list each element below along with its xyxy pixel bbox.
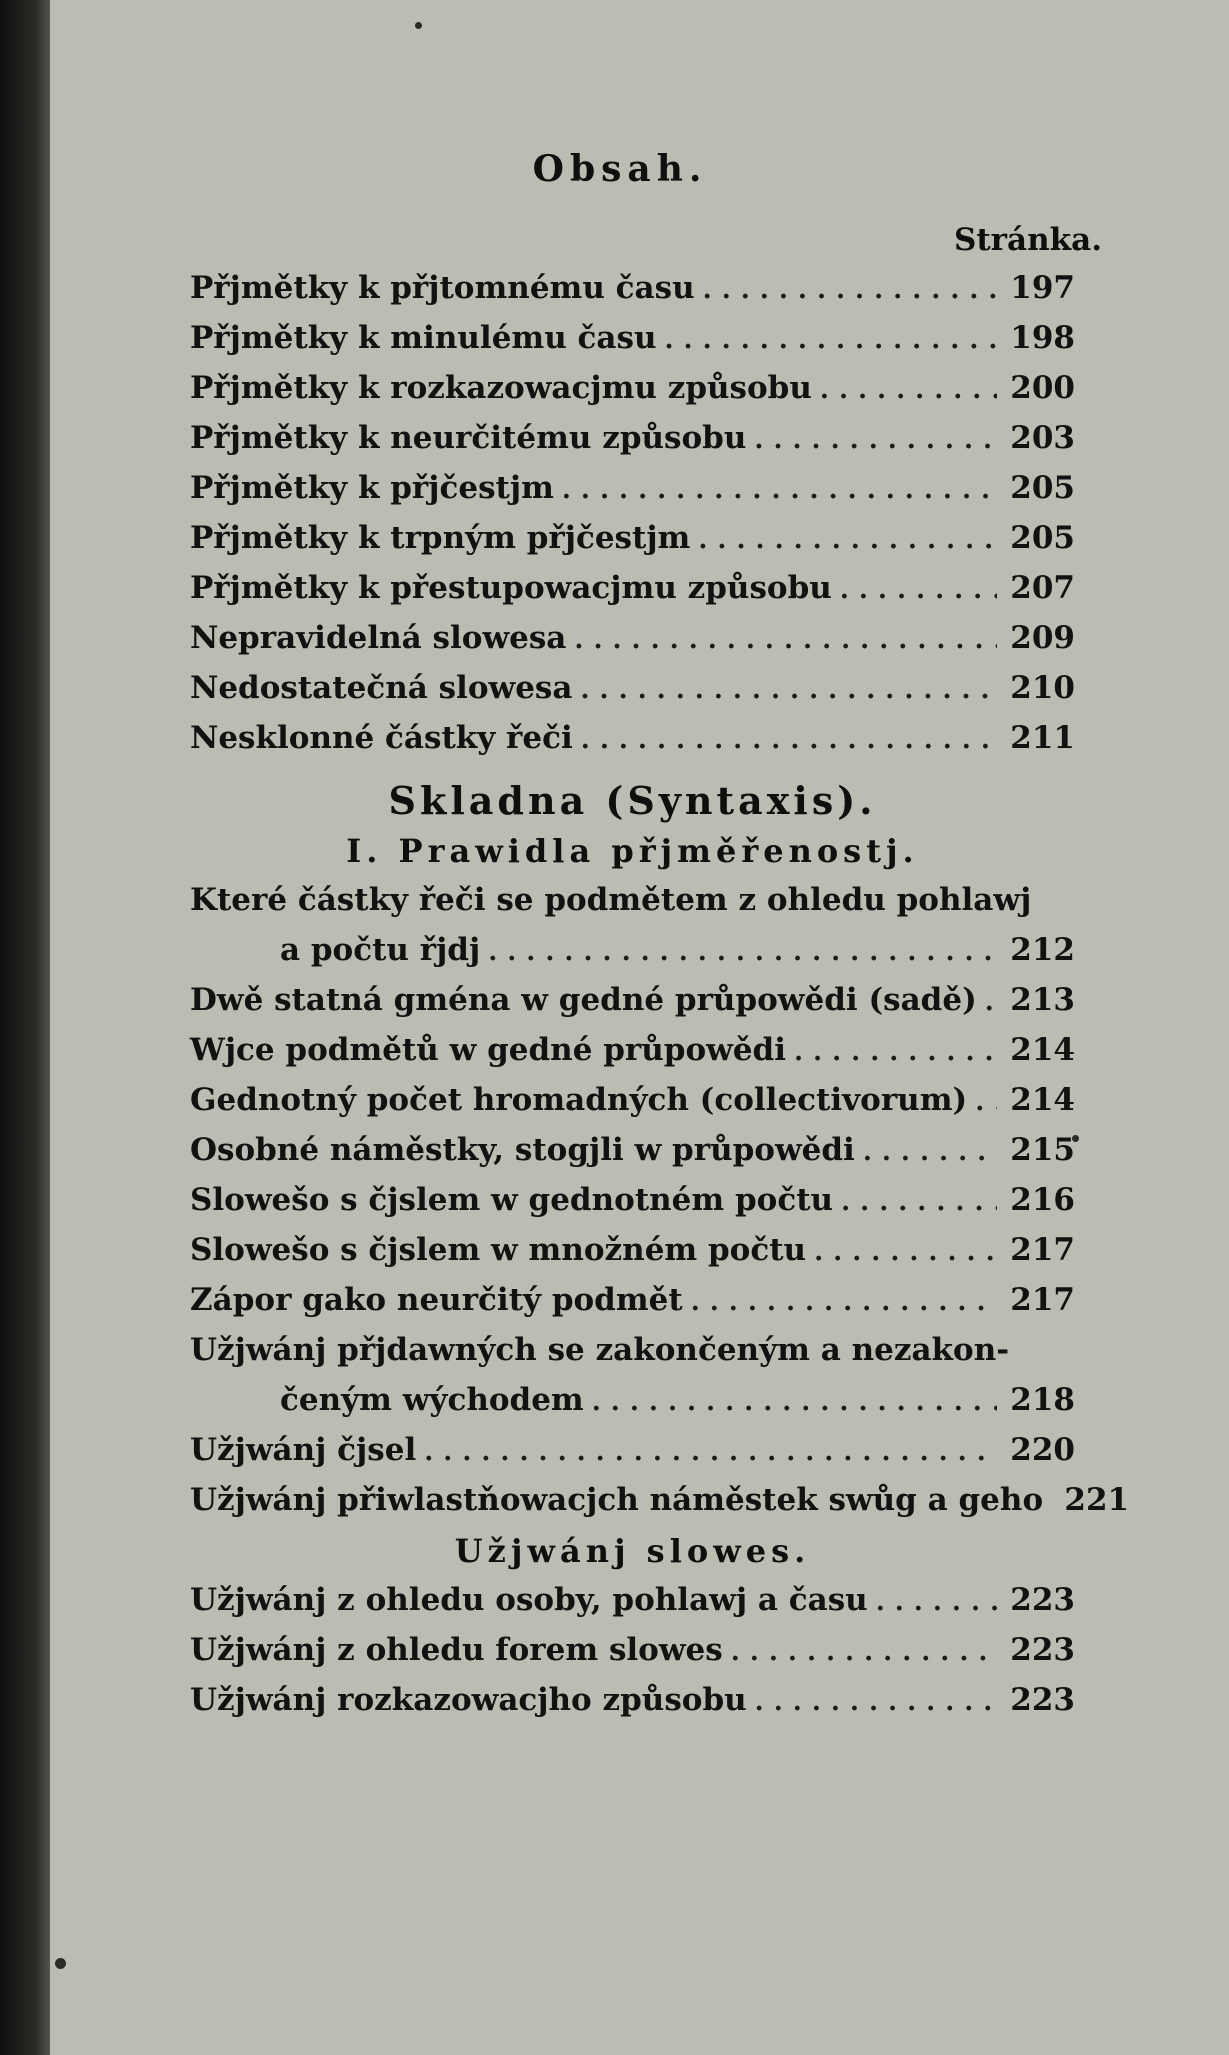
toc-entry [190, 1382, 1075, 1432]
dot-leader [1043, 1487, 1051, 1517]
toc-entry [190, 1082, 1075, 1132]
toc-entry-page: 220 [1010, 1432, 1075, 1468]
subsection-title: I. Prawidla přjměřenostj. [346, 832, 919, 870]
toc-entry [190, 1482, 1130, 1532]
toc-group-3 [190, 1582, 1075, 1732]
toc-entry [190, 320, 1075, 370]
dot-leader [572, 675, 997, 705]
toc-entry-text: Přjmětky k rozkazowacjmu způsobu [190, 370, 812, 406]
toc-entry [190, 570, 1075, 620]
toc-entry-page: 212 [1010, 932, 1075, 968]
toc-entry [190, 1232, 1075, 1282]
toc-entry-text: Wjce podmětů w gedné průpowědi [190, 1032, 786, 1068]
dot-leader [967, 1087, 997, 1117]
toc-group-1 [190, 270, 1075, 770]
toc-entry [190, 720, 1075, 770]
toc-entry-text: čeným wýchodem [280, 1382, 584, 1418]
toc-entry-page: 223 [1010, 1632, 1075, 1668]
subsection-title: Užjwánj slowes. [454, 1532, 811, 1570]
toc-entry-text: Gednotný počet hromadných (collectivorum) [190, 1082, 968, 1118]
dot-leader [723, 1637, 997, 1667]
toc-entry-text: Užjwánj z ohledu osoby, pohlawj a času [190, 1582, 868, 1618]
toc-entry [190, 1032, 1075, 1082]
toc-entry [190, 1632, 1075, 1682]
toc-entry [190, 932, 1075, 982]
toc-entry-text: Osobné náměstky, stogjli w průpowědi [190, 1132, 855, 1168]
toc-entry-text: Přjmětky k přjtomnému času [190, 270, 695, 306]
toc-group-2 [190, 882, 1130, 1532]
toc-entry-page: 205 [1010, 520, 1075, 556]
toc-entry [190, 620, 1075, 670]
dot-leader [806, 1237, 997, 1267]
dot-leader [812, 375, 997, 405]
toc-entry-text: Přjmětky k neurčitému způsobu [190, 420, 747, 456]
dot-leader [416, 1437, 997, 1467]
dot-leader [977, 987, 997, 1017]
dot-leader [855, 1137, 997, 1167]
toc-entry-text: Zápor gako neurčitý podmět [190, 1282, 683, 1318]
dot-leader [480, 937, 997, 967]
toc-entry-text: Slowešo s čjslem w gednotném počtu [190, 1182, 834, 1218]
toc-entry-text: a počtu řjdj [280, 932, 481, 968]
toc-entry [190, 982, 1075, 1032]
table-of-contents [140, 0, 1130, 2055]
toc-entry-page: 211 [1010, 720, 1075, 756]
dot-leader [690, 525, 997, 555]
toc-entry [190, 670, 1075, 720]
dot-leader [786, 1037, 997, 1067]
dot-leader [584, 1387, 997, 1417]
dot-leader [657, 325, 998, 355]
page-title: Obsah. [532, 148, 708, 190]
ink-speck [55, 1958, 66, 1969]
toc-entry [190, 370, 1075, 420]
dot-leader [747, 1687, 997, 1717]
dot-leader [695, 275, 997, 305]
toc-entry-text: Nepravidelná slowesa [190, 620, 567, 656]
dot-leader [832, 575, 997, 605]
dot-leader [566, 625, 997, 655]
toc-entry [190, 882, 1075, 932]
toc-entry-text: Užjwánj přiwlastňowacjch náměstek swůg a geho [190, 1482, 1044, 1518]
toc-entry [190, 420, 1075, 470]
toc-entry [190, 1282, 1075, 1332]
dot-leader [868, 1587, 997, 1617]
toc-entry-text: Užjwánj přjdawných se zakončeným a nezakon- [190, 1332, 1010, 1368]
toc-entry-page: 215 [1010, 1132, 1075, 1168]
toc-entry [190, 1132, 1075, 1182]
book-spine-shadow [0, 0, 50, 2055]
page-column-header: Stránka. [953, 222, 1102, 258]
toc-entry-page: 218 [1010, 1382, 1075, 1418]
toc-entry-text: Užjwánj z ohledu forem slowes [190, 1632, 723, 1668]
toc-entry-text: Které částky řeči se podmětem z ohledu pohlawj [190, 882, 1032, 918]
toc-entry-page: 205 [1010, 470, 1075, 506]
section-title: Skladna (Syntaxis). [388, 778, 877, 823]
dot-leader [746, 425, 997, 455]
toc-entry-page: 217 [1010, 1232, 1075, 1268]
toc-entry-page: 214 [1010, 1082, 1075, 1118]
dot-leader [573, 725, 997, 755]
toc-entry-text: Přjmětky k přjčestjm [190, 470, 554, 506]
toc-entry-text: Užjwánj čjsel [190, 1432, 417, 1468]
toc-entry-page: 197 [1010, 270, 1075, 306]
toc-entry-page: 200 [1010, 370, 1075, 406]
toc-rows [190, 270, 1130, 1732]
toc-entry [190, 1432, 1075, 1482]
toc-entry [190, 270, 1075, 320]
toc-entry-page: 207 [1010, 570, 1075, 606]
dot-leader [833, 1187, 997, 1217]
toc-entry-page: 221 [1064, 1482, 1130, 1518]
toc-entry [190, 470, 1075, 520]
toc-entry-page: 209 [1010, 620, 1075, 656]
toc-entry-text: Přjmětky k minulému času [190, 320, 657, 356]
toc-entry-page: 210 [1010, 670, 1075, 706]
dot-leader [683, 1287, 997, 1317]
toc-entry-text: Slowešo s čjslem w množném počtu [190, 1232, 807, 1268]
toc-entry [190, 1582, 1075, 1632]
toc-entry-text: Nesklonné částky řeči [190, 720, 573, 756]
toc-entry-text: Přjmětky k trpným přjčestjm [190, 520, 691, 556]
toc-entry [190, 1332, 1075, 1382]
toc-entry-page: 198 [1010, 320, 1075, 356]
toc-entry-page: 217 [1010, 1282, 1075, 1318]
toc-entry-text: Přjmětky k přestupowacjmu způsobu [190, 570, 832, 606]
toc-entry [190, 1682, 1075, 1732]
toc-entry-page: 213 [1010, 982, 1075, 1018]
toc-entry-text: Nedostatečná slowesa [190, 670, 573, 706]
dot-leader [554, 475, 997, 505]
toc-entry [190, 520, 1075, 570]
toc-entry-page: 203 [1010, 420, 1075, 456]
toc-entry-text: Užjwánj rozkazowacjho způsobu [190, 1682, 747, 1718]
toc-entry-page: 223 [1010, 1682, 1075, 1718]
toc-entry-text: Dwě statná gména w gedné průpowědi (sadě) [190, 982, 977, 1018]
book-page [50, 0, 1229, 2055]
toc-entry-page: 216 [1010, 1182, 1075, 1218]
toc-entry [190, 1182, 1075, 1232]
toc-entry-page: 223 [1010, 1582, 1075, 1618]
toc-entry-page: 214 [1010, 1032, 1075, 1068]
